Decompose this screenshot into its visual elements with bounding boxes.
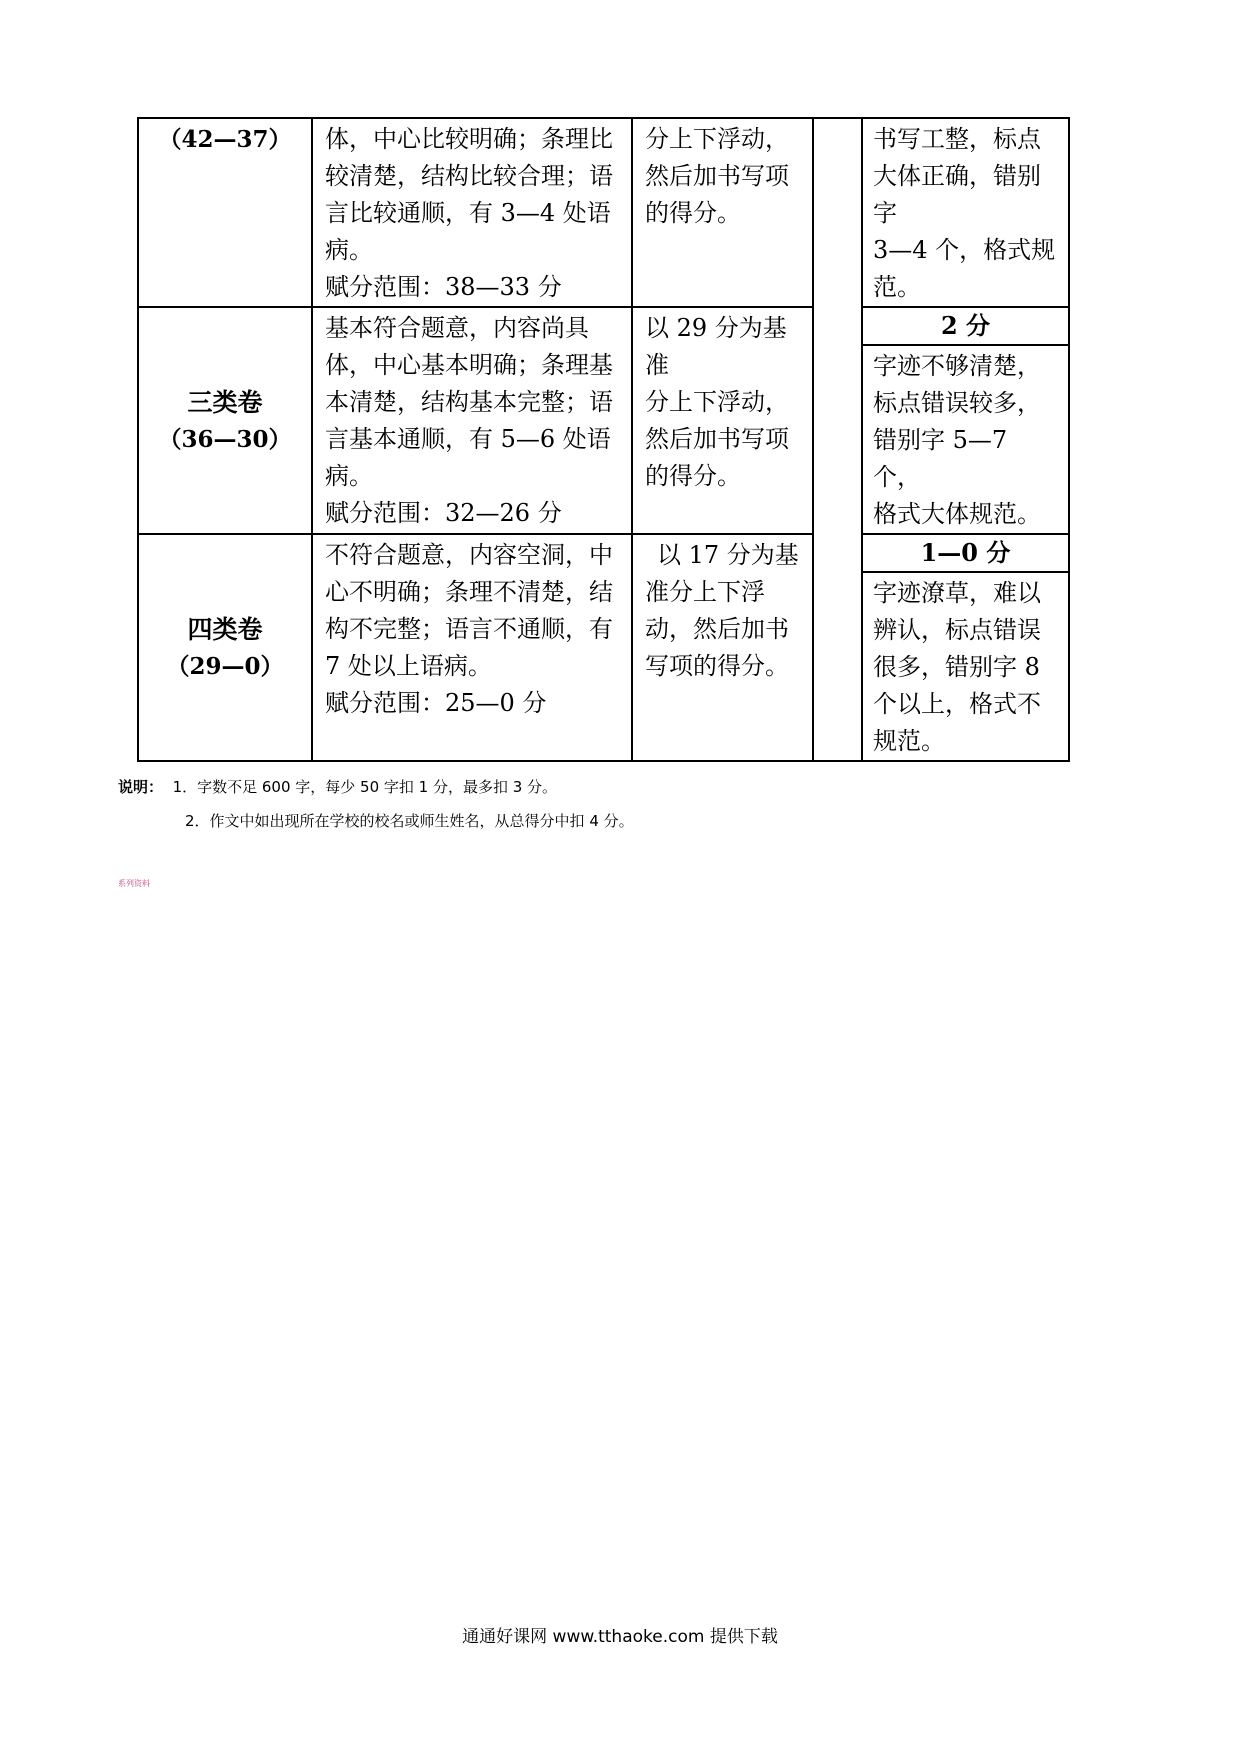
grade-cell bbox=[138, 307, 312, 534]
criteria-cell bbox=[312, 118, 632, 307]
criteria-line: 不符合题意，内容空洞，中 bbox=[325, 541, 613, 569]
method-line: 准分上下浮 bbox=[645, 578, 765, 606]
grading-table bbox=[137, 117, 1070, 762]
method-line: 写项的得分。 bbox=[645, 652, 789, 680]
criteria-line: 本清楚，结构基本完整；语 bbox=[325, 388, 613, 416]
writing-desc-line: 3—4 个，格式规 bbox=[873, 236, 1056, 264]
table-row bbox=[138, 307, 1069, 534]
criteria-score-range: 赋分范围：25—0 分 bbox=[325, 689, 547, 717]
method-line: 分上下浮动， bbox=[645, 388, 789, 416]
writing-desc-line: 大体正确，错别 bbox=[873, 162, 1041, 190]
method-line: 的得分。 bbox=[645, 199, 741, 227]
criteria-line: 言基本通顺，有 5—6 处语 bbox=[325, 425, 611, 453]
criteria-line: 言比较通顺，有 3—4 处语 bbox=[325, 199, 611, 227]
method-cell bbox=[632, 118, 813, 307]
writing-desc-line: 格式大体规范。 bbox=[873, 500, 1041, 528]
note-item: 2．作文中如出现所在学校的校名或师生姓名，从总得分中扣 4 分。 bbox=[185, 812, 634, 830]
criteria-cell bbox=[312, 534, 632, 761]
grade-range: （42—37） bbox=[158, 126, 292, 153]
writing-desc-line: 字迹潦草，难以 bbox=[873, 579, 1041, 607]
writing-cell bbox=[862, 118, 1069, 307]
grade-cell bbox=[138, 534, 312, 761]
method-line: 以 17 分为基 bbox=[657, 541, 799, 569]
note-item bbox=[118, 770, 634, 804]
table-row bbox=[138, 118, 1069, 307]
writing-desc-line: 个以上，格式不 bbox=[873, 690, 1041, 718]
criteria-score-range: 赋分范围：38—33 分 bbox=[325, 273, 562, 301]
spacer-cell bbox=[813, 118, 862, 761]
method-line: 然后加书写项 bbox=[645, 162, 789, 190]
method-cell bbox=[632, 307, 813, 534]
criteria-line: 基本符合题意，内容尚具 bbox=[325, 314, 589, 342]
writing-desc-line: 范。 bbox=[873, 273, 921, 301]
criteria-cell bbox=[312, 307, 632, 534]
criteria-line: 较清楚，结构比较合理；语 bbox=[325, 162, 613, 190]
writing-desc-line: 字 bbox=[873, 199, 897, 227]
writing-desc-line: 辨认，标点错误 bbox=[873, 616, 1041, 644]
method-line: 的得分。 bbox=[645, 462, 741, 490]
method-line: 以 29 分为基准 bbox=[645, 314, 787, 379]
notes-label: 说明： bbox=[118, 778, 164, 796]
writing-desc-line: 规范。 bbox=[873, 727, 945, 755]
grade-label: 三类卷 bbox=[187, 387, 263, 417]
page-footer: 通通好课网 www.tthaoke.com 提供下载 bbox=[462, 1627, 778, 1647]
writing-desc-line: 标点错误较多， bbox=[873, 389, 1041, 417]
criteria-line: 病。 bbox=[325, 236, 373, 264]
writing-cell bbox=[862, 307, 1069, 534]
grade-cell bbox=[138, 118, 312, 307]
criteria-line: 体，中心基本明确；条理基 bbox=[325, 351, 613, 379]
method-cell bbox=[632, 534, 813, 761]
grade-label: 四类卷 bbox=[187, 614, 263, 644]
criteria-line: 病。 bbox=[325, 462, 373, 490]
writing-cell bbox=[862, 534, 1069, 761]
method-line: 分上下浮动， bbox=[645, 125, 789, 153]
watermark: 系列资料 bbox=[118, 879, 150, 888]
criteria-line: 构不完整；语言不通顺，有 bbox=[325, 615, 613, 643]
writing-desc-line: 书写工整，标点 bbox=[873, 125, 1041, 153]
grade-range: （29—0） bbox=[166, 652, 284, 680]
criteria-line: 7 处以上语病。 bbox=[325, 652, 492, 680]
criteria-score-range: 赋分范围：32—26 分 bbox=[325, 499, 562, 527]
writing-desc-line: 字迹不够清楚， bbox=[873, 352, 1041, 380]
grade-range: （36—30） bbox=[158, 425, 292, 453]
method-line: 动，然后加书 bbox=[645, 615, 789, 643]
writing-desc-line: 很多，错别字 8 bbox=[873, 653, 1040, 681]
writing-score: 2 分 bbox=[863, 308, 1068, 346]
notes-section bbox=[118, 770, 634, 838]
note-text: 1．字数不足 600 字，每少 50 字扣 1 分，最多扣 3 分。 bbox=[172, 778, 558, 796]
writing-desc-line: 错别字 5—7 个， bbox=[873, 426, 1008, 491]
table-row bbox=[138, 534, 1069, 761]
writing-score: 1—0 分 bbox=[863, 535, 1068, 573]
criteria-line: 体，中心比较明确；条理比 bbox=[325, 125, 613, 153]
criteria-line: 心不明确；条理不清楚，结 bbox=[325, 578, 613, 606]
method-line: 然后加书写项 bbox=[645, 425, 789, 453]
